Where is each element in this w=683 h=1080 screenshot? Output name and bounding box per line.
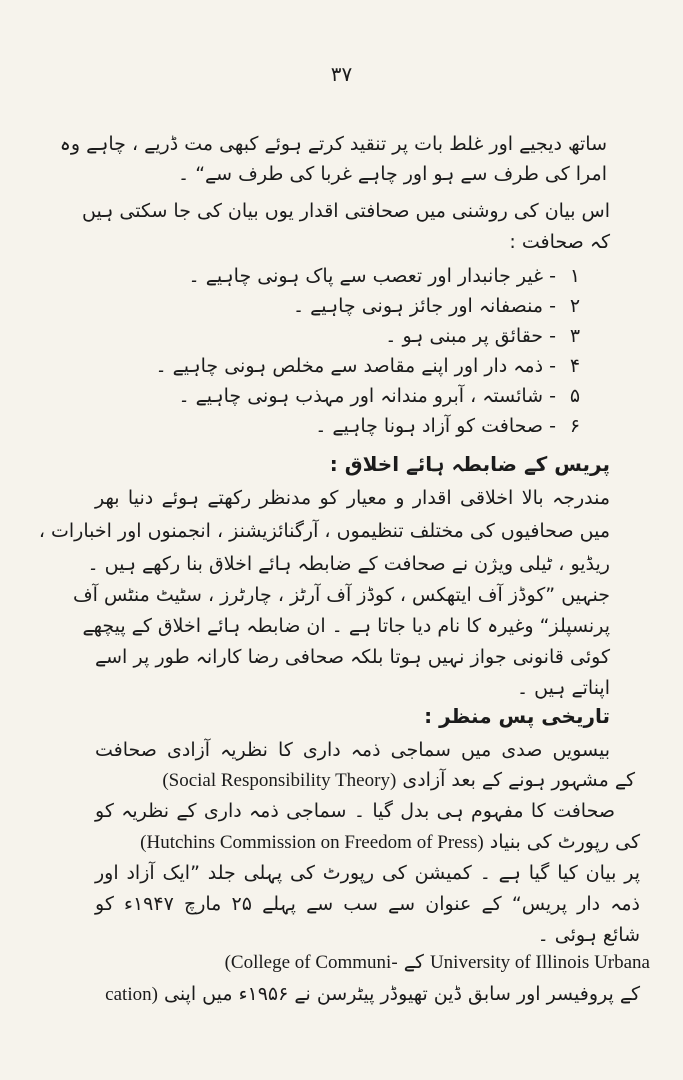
para1-line-3: ریڈیو ، ٹیلی ویژن نے صحافت کے ضابطہ ہائے اخلاق بنا رکھے ہیں ۔ [87,553,610,575]
para1-line-6: کوئی قانونی جواز نہیں ہوتا بلکہ صحافی رضا کارانہ طور پر اسے [95,646,610,668]
para2-line-4 [95,828,640,857]
intro-line-1: ساتھ دیجیے اور غلط بات پر تنقید کرتے ہوئے کبھی مت ڈریے ، چاہے وہ [59,133,607,155]
list-item: ۴ - ذمہ دار اور اپنے مقاصد سے مخلص ہونی چاہیے ۔ [200,352,588,380]
para2-line-9-urdu: کے پروفیسر اور سابق ڈین تھیوڈر پیٹرسن نے ۱۹۵۶ء میں اپنی [163,983,640,1005]
para2-line-9 [95,980,640,1009]
intro-line-4: کہ صحافت : [509,231,610,253]
para1-line-4: جنہیں ”کوڈز آف ایتھکس ، کوڈز آف آرٹز ، چارٹرز ، سٹیٹ منٹس آف [72,584,610,606]
para2-line-4-urdu: کی رپورٹ کی بنیاد [489,831,640,853]
list-item: ۵ - شائستہ ، آبرو مندانہ اور مہذب ہونی چاہیے ۔ [200,382,588,410]
list-item: ۶ - صحافت کو آزاد ہونا چاہیے ۔ [200,412,588,440]
para2-line-5: پر بیان کیا گیا ہے ۔ کمیشن کی رپورٹ کی پہلی جلد ”ایک آزاد اور [95,862,640,884]
list-item-number: ۴ [569,355,581,377]
list-item-text: شائستہ ، آبرو مندانہ اور مہذب ہونی چاہیے ۔ [178,385,544,407]
intro-line-3: اس بیان کی روشنی میں صحافتی اقدار یوں بیان کی جا سکتی ہیں [82,200,610,222]
list-item: ۳ - حقائق پر مبنی ہو ۔ [200,322,588,350]
para2-line-2 [95,766,635,795]
para2-line-2-urdu: کے مشہور ہونے کے بعد آزادی [402,769,635,791]
para1-line-5: پرنسپلز“ وغیرہ کا نام دیا جاتا ہے ۔ ان ضابطہ ہائے اخلاق کے پیچھے [82,615,610,637]
intro-line-2: امرا کی طرف سے ہو اور چاہے غربا کی طرف سے“ ۔ [178,163,607,185]
para2-line-3: صحافت کا مفہوم ہی بدل گیا ۔ سماجی ذمہ داری کے نظریہ کو [95,800,615,822]
list-item: ۲ - منصفانہ اور جائز ہونی چاہیے ۔ [200,292,588,320]
list-item-number: ۵ [569,385,581,407]
para1-line-1: مندرجہ بالا اخلاقی اقدار و معیار کو مدنظر رکھتے ہوئے دنیا بھر [95,487,610,509]
section-heading-history: تاریخی پس منظر : [424,704,610,728]
list-item-text: غیر جانبدار اور تعصب سے پاک ہونی چاہیے ۔ [188,265,544,287]
para2-line-7: شائع ہوئی ۔ [537,924,640,946]
social-responsibility-theory-label: (Social Responsibility Theory) [162,770,397,791]
para1-line-7: اپناتے ہیں ۔ [516,677,610,699]
list-item-number: ۶ [569,415,581,437]
section-heading-press-codes: پریس کے ضابطہ ہائے اخلاق : [329,452,610,476]
list-item-number: ۱ [569,265,581,287]
para2-line-8 [90,948,650,977]
list-item-text: صحافت کو آزاد ہونا چاہیے ۔ [315,415,544,437]
university-of-illinois-label: University of Illinois Urbana [429,952,650,973]
para1-line-2: میں صحافیوں کی مختلف تنظیموں ، آرگنائزیشنز ، انجمنوں اور اخبارات ، [38,520,610,542]
page-number: ۳۷ [330,62,353,86]
list-item-number: ۳ [569,325,581,347]
list-item-text: ذمہ دار اور اپنے مقاصد سے مخلص ہونی چاہیے ۔ [155,355,544,377]
list-item-number: ۲ [569,295,581,317]
college-of-communi-label: (College of Communi- [224,952,398,973]
hutchins-commission-label: (Hutchins Commission on Freedom of Press) [140,832,484,853]
para2-line-8-urdu: کے [403,951,424,973]
list-item-text: حقائق پر مبنی ہو ۔ [385,325,544,347]
para2-line-6: ذمہ دار پریس“ کے عنوان سے سب سے پہلے ۲۵ مارچ ۱۹۴۷ء کو [95,893,640,915]
list-item-text: منصفانہ اور جائز ہونی چاہیے ۔ [292,295,544,317]
cation-label: cation) [105,984,158,1005]
list-item: ۱ - غیر جانبدار اور تعصب سے پاک ہونی چاہیے ۔ [200,262,588,290]
para2-line-1: بیسویں صدی میں سماجی ذمہ داری کا نظریہ آزادی صحافت [95,739,610,761]
